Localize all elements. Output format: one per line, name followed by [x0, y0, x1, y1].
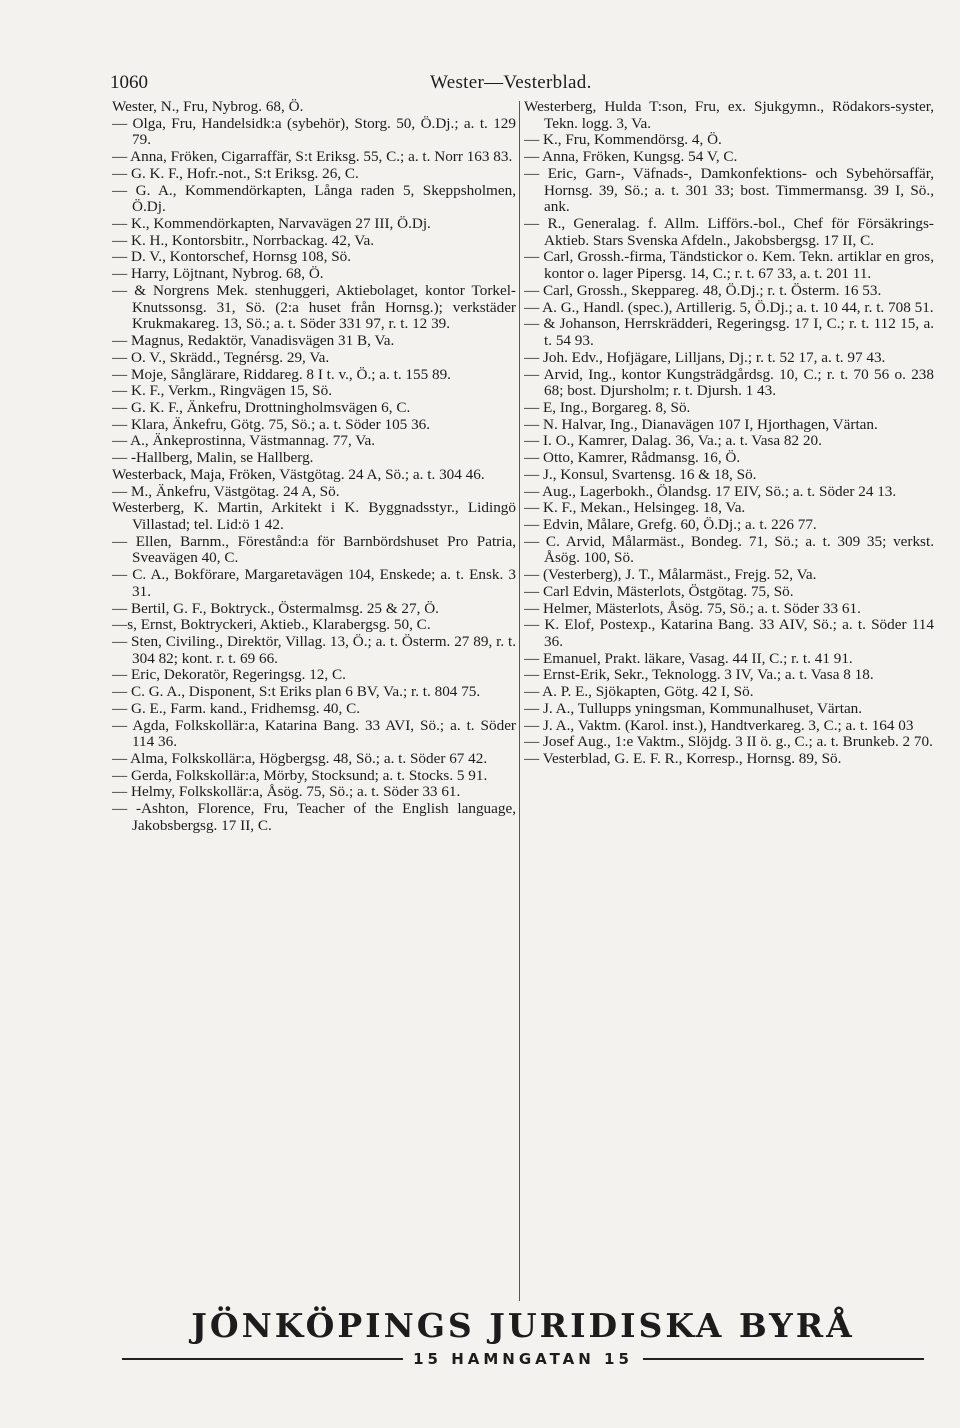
directory-entry: — Magnus, Redaktör, Vanadisvägen 31 B, Va.	[112, 332, 395, 350]
right-column	[524, 99, 934, 1304]
column-divider	[519, 101, 520, 1301]
directory-entry: — Edvin, Målare, Grefg. 60, Ö.Dj.; a. t. 226 77.	[524, 515, 817, 533]
directory-entry: — Klara, Änkefru, Götg. 75, Sö.; a. t. Söder 105 36.	[112, 415, 431, 433]
directory-entry: — O. V., Skrädd., Tegnérsg. 29, Va.	[112, 348, 330, 366]
directory-columns	[112, 99, 934, 1304]
directory-entry: — Ellen, Barnm., Förestånd:a för Barnbördshuset Pro Patria, Sveavägen 40, C.	[112, 532, 516, 567]
directory-entry: — Helmy, Folkskollär:a, Åsög. 75, Sö.; a. t. Söder 33 61.	[112, 783, 461, 801]
directory-entry: — J., Konsul, Svartensg. 16 & 18, Sö.	[524, 465, 757, 483]
directory-entry: — Bertil, G. F., Boktryck., Östermalmsg. 25 & 27, Ö.	[112, 599, 439, 617]
directory-entry: — Anna, Fröken, Kungsg. 54 V, C.	[524, 148, 738, 166]
directory-entry: — Carl, Grossh., Skeppareg. 48, Ö.Dj.; r. t. Österm. 16 53.	[524, 281, 882, 299]
directory-entry: — R., Generalag. f. Allm. Lifförs.-bol., Chef för Försäkrings-Aktieb. Stars Svenska Afdeln., Jakobsbergsg. 17 II, C.	[524, 215, 934, 249]
directory-entry: — Agda, Folkskollär:a, Katarina Bang. 33 AVI, Sö.; a. t. Söder 114 36.	[112, 716, 516, 751]
directory-entry: — Ernst-Erik, Sekr., Teknologg. 3 IV, Va.; a. t. Vasa 8 18.	[524, 666, 874, 684]
directory-entry: — G. K. F., Hofr.-not., S:t Eriksg. 26, C.	[112, 164, 359, 182]
directory-entry: Westerberg, Hulda T:son, Fru, ex. Sjukgymn., Rödakors-syster, Tekn. logg. 3, Va.	[524, 99, 934, 132]
directory-entry: — M., Änkefru, Västgötag. 24 A, Sö.	[112, 482, 340, 500]
directory-entry: — Arvid, Ing., kontor Kungsträdgårdsg. 10, C.; r. t. 70 56 o. 238 68; bost. Djursholm; r. t. Djursh. 1 43.	[524, 365, 934, 400]
directory-entry: — Eric, Garn-, Väfnads-, Damkonfektions- och Sybehörsaffär, Hornsg. 39, Sö.; a. t. 301 33; bost. Timmermansg. 39 I, Sö., ank.	[524, 164, 934, 216]
directory-entry: — Gerda, Folkskollär:a, Mörby, Stocksund; a. t. Stocks. 5 91.	[112, 766, 488, 784]
directory-entry: — I. O., Kamrer, Dalag. 36, Va.; a. t. Vasa 82 20.	[524, 432, 822, 450]
directory-entry: — Olga, Fru, Handelsidk:a (sybehör), Storg. 50, Ö.Dj.; a. t. 129 79.	[112, 114, 516, 149]
directory-entry: —s, Ernst, Boktryckeri, Aktieb., Klarabergsg. 50, C.	[112, 616, 431, 634]
directory-entry: — D. V., Kontorschef, Hornsg 108, Sö.	[112, 248, 352, 266]
directory-entry: — K. F., Mekan., Helsingeg. 18, Va.	[524, 499, 746, 517]
advert-name: JÖNKÖPINGS JURIDISKA BYRÅ	[191, 1306, 855, 1345]
directory-entry: — Anna, Fröken, Cigarraffär, S:t Eriksg. 55, C.; a. t. Norr 163 83.	[112, 148, 513, 166]
directory-entry: — C. A., Bokförare, Margaretavägen 104, Enskede; a. t. Ensk. 3 31.	[112, 566, 516, 600]
advert-rule-right	[643, 1358, 924, 1360]
directory-entry: — G. A., Kommendörkapten, Långa raden 5, Skeppsholmen, Ö.Dj.	[112, 181, 516, 216]
directory-entry: — Carl, Grossh.-firma, Tändstickor o. Kem. Tekn. artiklar en gros, kontor o. lager Pipersg. 14, C.; r. t. 67 33, a. t. 201 11.	[524, 248, 934, 283]
left-column	[112, 99, 516, 1304]
directory-entry: — Eric, Dekoratör, Regeringsg. 12, C.	[112, 666, 346, 684]
directory-entry: — -Ashton, Florence, Fru, Teacher of the English language, Jakobsbergsg. 17 II, C.	[112, 800, 516, 834]
directory-entry: Wester, N., Fru, Nybrog. 68, Ö.	[112, 99, 304, 115]
directory-entry: — Alma, Folkskollär:a, Högbergsg. 48, Sö.; a. t. Söder 67 42.	[112, 750, 488, 768]
directory-entry: — (Vesterberg), J. T., Målarmäst., Frejg. 52, Va.	[524, 566, 817, 584]
directory-entry: — Helmer, Mästerlots, Åsög. 75, Sö.; a. t. Söder 33 61.	[524, 599, 861, 617]
page-number: 1060	[110, 72, 148, 93]
directory-entry: — Emanuel, Prakt. läkare, Vasag. 44 II, C.; r. t. 41 91.	[524, 649, 853, 667]
directory-entry: — Joh. Edv., Hofjägare, Lilljans, Dj.; r. t. 52 17, a. t. 97 43.	[524, 348, 886, 366]
directory-entry: Westerberg, K. Martin, Arkitekt i K. Byggnadsstyr., Lidingö Villastad; tel. Lid:ö 1 42.	[112, 499, 516, 533]
directory-entry: — C. G. A., Disponent, S:t Eriks plan 6 BV, Va.; r. t. 804 75.	[112, 683, 481, 701]
directory-entry: — G. E., Farm. kand., Fridhemsg. 40, C.	[112, 699, 361, 717]
directory-entry: — & Norgrens Mek. stenhuggeri, Aktiebolaget, kontor Torkel-Knutssonsg. 31, Sö. (2:a huset från Hornsg.); verkstäder Krukmakareg. 13, Sö.; a. t. Söder 331 97, r. t. 12 39.	[112, 281, 516, 333]
directory-entry: — A. P. E., Sjökapten, Götg. 42 I, Sö.	[524, 683, 754, 701]
directory-entry: — Harry, Löjtnant, Nybrog. 68, Ö.	[112, 265, 324, 283]
directory-entry: — K. Elof, Postexp., Katarina Bang. 33 AIV, Sö.; a. t. Söder 114 36.	[524, 616, 934, 650]
advert-address-row	[112, 1346, 934, 1372]
directory-entry: — K. H., Kontorsbitr., Norrbackag. 42, Va.	[112, 231, 375, 249]
directory-entry: — Vesterblad, G. E. F. R., Korresp., Hornsg. 89, Sö.	[524, 750, 842, 768]
directory-entry: — K., Fru, Kommendörsg. 4, Ö.	[524, 131, 722, 149]
directory-entry: — C. Arvid, Målarmäst., Bondeg. 71, Sö.; a. t. 309 35; verkst. Åsög. 100, Sö.	[524, 532, 934, 567]
directory-entry: — A. G., Handl. (spec.), Artillerig. 5, Ö.Dj.; a. t. 10 44, r. t. 708 51.	[524, 298, 934, 316]
directory-entry: — Sten, Civiling., Direktör, Villag. 13, Ö.; a. t. Österm. 27 89, r. t. 304 82; kont. r. t. 69 66.	[112, 633, 516, 667]
page-header	[110, 72, 930, 98]
directory-entry: — & Johanson, Herrskrädderi, Regeringsg. 17 I, C.; r. t. 112 15, a. t. 54 93.	[524, 315, 934, 350]
directory-entry: — E, Ing., Borgareg. 8, Sö.	[524, 398, 691, 416]
directory-entry: — A., Änkeprostinna, Västmannag. 77, Va.	[112, 432, 376, 450]
advertisement	[112, 1306, 934, 1372]
directory-entry: — -Hallberg, Malin, se Hallberg.	[112, 449, 314, 467]
directory-entry: Westerback, Maja, Fröken, Västgötag. 24 A, Sö.; a. t. 304 46.	[112, 465, 485, 483]
directory-entry: — Josef Aug., 1:e Vaktm., Slöjdg. 3 II ö. g., C.; a. t. Brunkeb. 2 70.	[524, 733, 933, 751]
running-head: Wester—Vesterblad.	[430, 72, 592, 93]
directory-entry: — G. K. F., Änkefru, Drottningholmsvägen 6, C.	[112, 398, 411, 416]
directory-entry: — Moje, Sånglärare, Riddareg. 8 I t. v., Ö.; a. t. 155 89.	[112, 365, 451, 383]
directory-entry: — K. F., Verkm., Ringvägen 15, Sö.	[112, 382, 332, 400]
directory-entry: — Otto, Kamrer, Rådmansg. 16, Ö.	[524, 449, 741, 467]
directory-entry: — J. A., Tullupps yningsman, Kommunalhuset, Värtan.	[524, 699, 863, 717]
advert-address: 15 HAMNGATAN 15	[413, 1350, 633, 1368]
directory-entry: — Carl Edvin, Mästerlots, Östgötag. 75, Sö.	[524, 582, 794, 600]
directory-entry: — N. Halvar, Ing., Dianavägen 107 I, Hjorthagen, Värtan.	[524, 415, 878, 433]
directory-entry: — K., Kommendörkapten, Narvavägen 27 III, Ö.Dj.	[112, 215, 431, 233]
directory-entry: — Aug., Lagerbokh., Ölandsg. 17 EIV, Sö.; a. t. Söder 24 13.	[524, 482, 897, 500]
advert-rule-left	[122, 1358, 403, 1360]
directory-entry: — J. A., Vaktm. (Karol. inst.), Handtverkareg. 3, C.; a. t. 164 03	[524, 716, 914, 734]
